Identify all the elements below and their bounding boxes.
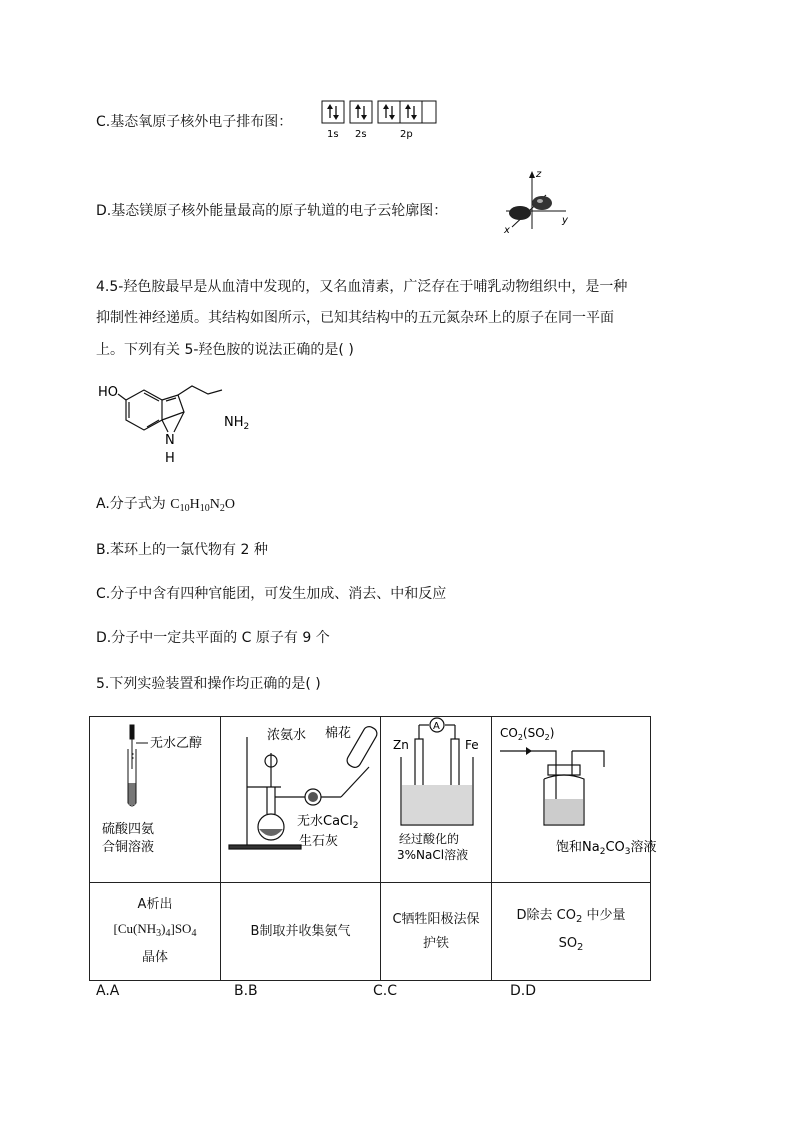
q3-option-d: D.基态镁原子核外能量最高的原子轨道的电子云轮廓图： xyxy=(96,203,448,219)
axis-x-label: x xyxy=(504,225,510,236)
figure-d-gas-washing-bottle xyxy=(492,717,657,881)
fig-b-lime: 生石灰 xyxy=(299,834,339,849)
figure-a-test-tube xyxy=(90,717,221,881)
orbital-label-1s: 1s xyxy=(327,129,339,140)
caption-b: B制取并收集氨气 xyxy=(221,883,381,981)
fig-c-zn: Zn xyxy=(393,738,409,752)
fig-b-cacl2: 无水CaCl$_2$ xyxy=(297,814,359,831)
q4-option-b: B.苯环上的一氯代物有 2 种 xyxy=(96,542,268,558)
figure-b-ammonia-apparatus xyxy=(221,717,381,881)
axis-z-label: z xyxy=(536,169,542,180)
apparatus-table xyxy=(89,716,657,981)
fig-d-solution: 饱和$Na_2CO_3$溶液 xyxy=(556,840,657,857)
electron-cloud-diagram xyxy=(496,165,576,237)
fig-c-solution-line1: 经过酸化的 xyxy=(399,832,460,846)
figure-c-cell xyxy=(381,717,492,883)
caption-d: D除去 $CO_2$ 中少量 $SO_2$ xyxy=(492,883,651,981)
orbital-label-2s: 2s xyxy=(355,129,367,140)
figure-c-cell-apparatus xyxy=(381,717,492,881)
fig-c-solution-line2: 3%NaCl溶液 xyxy=(397,848,469,862)
serotonin-structure xyxy=(94,380,254,472)
caption-a: A析出 $[Cu(NH_3)_4]SO_4$ 晶体 xyxy=(90,883,221,981)
fig-a-reagent: 无水乙醇 xyxy=(150,736,203,751)
answer-option-b[interactable]: B.B xyxy=(234,983,258,999)
fig-c-meter: A xyxy=(433,721,440,732)
orbital-diagram xyxy=(320,98,440,142)
fig-b-cotton: 棉花 xyxy=(325,726,352,741)
struct-ho-label: HO xyxy=(98,385,119,400)
fig-a-solution-line1: 硫酸四氨 xyxy=(102,822,155,837)
molecular-formula: $C_{10}H_{10}N_2O$ xyxy=(170,497,235,514)
orbital-label-2p: 2p xyxy=(400,129,413,140)
q4-stem-line2: 抑制性神经递质。其结构如图所示，已知其结构中的五元氮杂环上的原子在同一平面 xyxy=(96,310,614,326)
fig-a-solution-line2: 合铜溶液 xyxy=(102,840,155,855)
fig-b-ammonia: 浓氨水 xyxy=(267,728,307,743)
answer-option-d[interactable]: D.D xyxy=(510,983,537,999)
q4-option-d: D.分子中一定共平面的 C 原子有 9 个 xyxy=(96,630,330,646)
figure-a-cell xyxy=(90,717,221,883)
figure-b-cell xyxy=(221,717,381,883)
axis-y-label: y xyxy=(562,215,568,226)
q4-option-a: A.分子式为 $C_{10}H_{10}N_2O$ xyxy=(96,496,235,514)
struct-nh2-label: $NH_2$ xyxy=(224,415,250,432)
answer-option-c[interactable]: C.C xyxy=(373,983,398,999)
fig-c-fe: Fe xyxy=(465,738,479,752)
caption-c: C牺牲阳极法保 护铁 xyxy=(381,883,492,981)
q3-option-c: C.基态氧原子核外电子排布图： xyxy=(96,114,293,130)
q4-stem-line1: 4.5-羟色胺最早是从血清中发现的，又名血清素，广泛存在于哺乳动物组织中，是一种 xyxy=(96,279,628,295)
fig-d-gas: $CO_2(SO_2)$ xyxy=(500,726,555,742)
answer-option-a[interactable]: A.A xyxy=(96,983,120,999)
q4-option-c: C.分子中含有四种官能团，可发生加成、消去、中和反应 xyxy=(96,586,447,602)
q5-stem: 5.下列实验装置和操作均正确的是( ) xyxy=(96,676,321,692)
figure-d-cell xyxy=(492,717,657,883)
struct-n-label: N xyxy=(165,433,175,448)
struct-h-label: H xyxy=(165,451,175,466)
q4-stem-line3: 上。下列有关 5-羟色胺的说法正确的是( ) xyxy=(96,342,354,358)
